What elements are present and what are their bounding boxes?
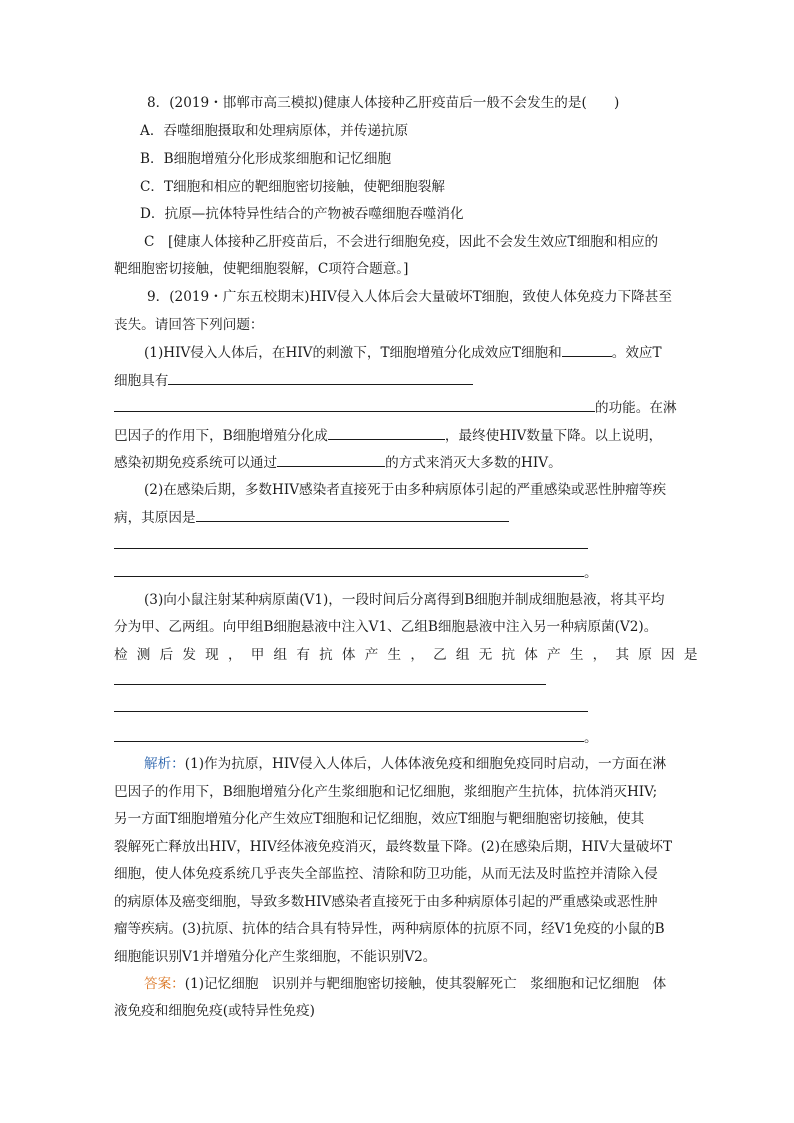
q9-part2-text-b: 病，其原因是 bbox=[114, 510, 196, 526]
q9-stem-line-1: 9．(2019・广东五校期末)HIV侵入人体后会大量破坏T细胞，致使人体免疫力下降甚至 bbox=[147, 289, 672, 305]
q9-part2-line-1: (2)在感染后期，多数HIV感染者直接死于由多种病原体引起的严重感染或恶性肿瘤等疾 bbox=[144, 482, 667, 498]
answer-blank[interactable] bbox=[114, 727, 584, 742]
q9-part3-line-2: 分为甲、乙两组。向甲组B细胞悬液中注入V1、乙组B细胞悬液中注入另一种病原菌(V2)。 bbox=[114, 619, 658, 635]
q9-part2-end: 。 bbox=[584, 565, 598, 581]
answer-line-1 bbox=[144, 974, 666, 994]
q9-part1-text-g: 感染初期免疫系统可以通过 bbox=[114, 455, 278, 471]
q9-part1-text-a: (1)HIV侵入人体后，在HIV的刺激下，T细胞增殖分化成效应T细胞和 bbox=[144, 345, 562, 361]
q9-part1-text-d: 的功能。在淋 bbox=[595, 400, 677, 416]
answer-blank[interactable] bbox=[114, 711, 588, 712]
answer-blank[interactable] bbox=[114, 397, 595, 412]
analysis-line-4: 裂解死亡释放出HIV，HIV经体液免疫消灭，最终数量下降。(2)在感染后期，HIV大量破坏T bbox=[114, 839, 673, 855]
q9-part1-text-f: ，最终使HIV数量下降。以上说明， bbox=[444, 428, 663, 444]
q9-part1-text-b: 。效应T bbox=[611, 345, 662, 361]
answer-blank[interactable] bbox=[196, 507, 509, 522]
q9-part3-end: 。 bbox=[584, 730, 598, 746]
q9-part3-line-1: (3)向小鼠注射某种病原菌(V1)，一段时间后分离得到B细胞并制成细胞悬液，将其平均 bbox=[144, 592, 665, 608]
answer-label: 答案： bbox=[144, 976, 185, 992]
answer-blank[interactable] bbox=[328, 425, 445, 440]
q9-part1-line-5 bbox=[114, 452, 562, 473]
q8-option-d: D．抗原—抗体特异性结合的产物被吞噬细胞吞噬消化 bbox=[140, 206, 464, 222]
analysis-line-3: 另一方面T细胞增殖分化产生效应T细胞和记忆细胞，效应T细胞与靶细胞密切接触，使其 bbox=[114, 811, 645, 827]
q8-answer-line-1: C [健康人体接种乙肝疫苗后，不会进行细胞免疫，因此不会发生效应T细胞和相应的 bbox=[144, 234, 659, 250]
answer-blank[interactable] bbox=[277, 452, 385, 467]
analysis-line-7: 瘤等疾病。(3)抗原、抗体的结合具有特异性，两种病原体的抗原不同，经V1免疫的小鼠的B bbox=[114, 921, 665, 937]
q9-part1-line-1 bbox=[144, 342, 662, 363]
answer-text: (1)记忆细胞 识别并与靶细胞密切接触，使其裂解死亡 浆细胞和记忆细胞 体 bbox=[184, 976, 667, 992]
q8-answer-line-2: 靶细胞密切接触，使靶细胞裂解，C项符合题意。] bbox=[114, 261, 409, 277]
q8-option-c: C．T细胞和相应的靶细胞密切接触，使靶细胞裂解 bbox=[140, 179, 445, 195]
analysis-line-5: 细胞，使人体免疫系统几乎丧失全部监控、清除和防卫功能，从而无法及时监控并清除入侵 bbox=[114, 866, 658, 882]
answer-blank[interactable] bbox=[114, 562, 584, 577]
q9-part2-line-4 bbox=[114, 562, 598, 583]
q8-option-b: B．B细胞增殖分化形成浆细胞和记忆细胞 bbox=[140, 151, 392, 167]
analysis-line-6: 的病原体及癌变细胞，导致多数HIV感染者直接死于由多种病原体引起的严重感染或恶性肿 bbox=[114, 894, 658, 910]
answer-line-2: 液免疫和细胞免疫(或特异性免疫) bbox=[114, 1003, 315, 1019]
q9-part1-text-c: 细胞具有 bbox=[114, 373, 169, 389]
q9-part1-line-2 bbox=[114, 370, 473, 391]
q8-stem: 8．(2019・邯郸市高三模拟)健康人体接种乙肝疫苗后一般不会发生的是( ) bbox=[147, 95, 620, 111]
q9-part3-line-3: 检测后发现，甲组有抗体产生，乙组无抗体产生，其原因是 bbox=[114, 647, 707, 663]
answer-blank[interactable] bbox=[168, 370, 473, 385]
q9-part1-text-h: 的方式来消灭大多数的HIV。 bbox=[385, 455, 562, 471]
analysis-line-2: 巴因子的作用下，B细胞增殖分化产生浆细胞和记忆细胞，浆细胞产生抗体，抗体消灭HIV; bbox=[114, 784, 658, 800]
q9-part2-line-2 bbox=[114, 507, 509, 528]
q9-part1-line-4 bbox=[114, 425, 662, 446]
q9-part3-line-6 bbox=[114, 727, 598, 748]
answer-blank[interactable] bbox=[114, 684, 546, 685]
q9-stem-line-2: 丧失。请回答下列问题： bbox=[114, 317, 264, 333]
answer-blank[interactable] bbox=[562, 342, 612, 357]
analysis-line-1 bbox=[144, 754, 666, 774]
q8-option-a: A．吞噬细胞摄取和处理病原体，并传递抗原 bbox=[140, 123, 409, 139]
answer-blank[interactable] bbox=[114, 548, 588, 549]
analysis-label: 解析： bbox=[144, 756, 185, 772]
analysis-line-8: 细胞能识别V1并增殖分化产生浆细胞，不能识别V2。 bbox=[114, 949, 437, 965]
q9-part1-line-3 bbox=[114, 397, 677, 418]
q9-part1-text-e: 巴因子的作用下，B细胞增殖分化成 bbox=[114, 428, 328, 444]
analysis-text: (1)作为抗原，HIV侵入人体后，人体体液免疫和细胞免疫同时启动，一方面在淋 bbox=[184, 756, 667, 772]
